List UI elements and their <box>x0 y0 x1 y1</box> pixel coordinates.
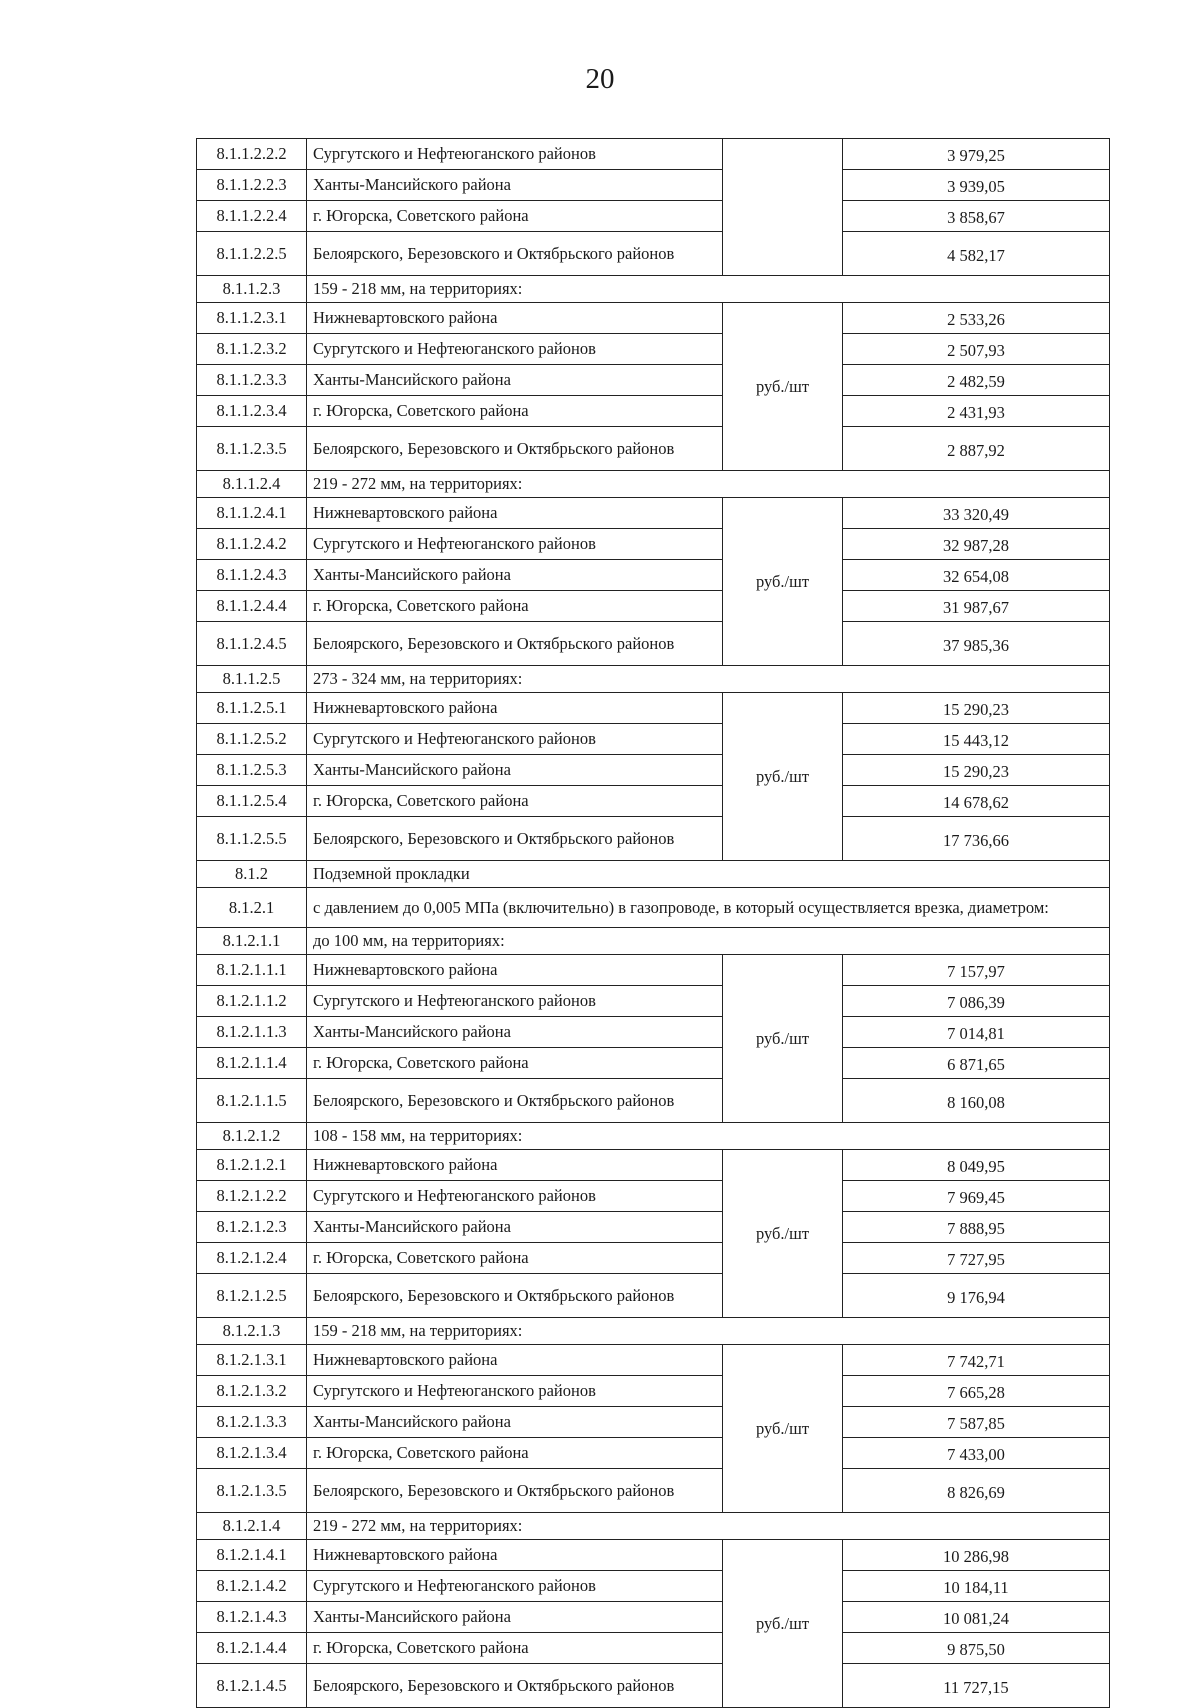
table-section-row <box>197 1318 1110 1345</box>
row-code: 8.1.2.1.4 <box>197 1513 307 1540</box>
table-row <box>197 955 1110 986</box>
row-code: 8.1.2.1.1.1 <box>197 955 307 986</box>
row-name: Белоярского, Березовского и Октябрьского районов <box>307 1079 723 1123</box>
section-heading: 108 - 158 мм, на территориях: <box>307 1123 1110 1150</box>
table-section-row <box>197 276 1110 303</box>
section-heading: до 100 мм, на территориях: <box>307 928 1110 955</box>
table-row <box>197 529 1110 560</box>
row-value: 15 443,12 <box>843 724 1110 755</box>
table-row <box>197 693 1110 724</box>
table-row <box>197 170 1110 201</box>
row-code: 8.1.1.2.5 <box>197 666 307 693</box>
row-name: г. Югорска, Советского района <box>307 591 723 622</box>
row-code: 8.1.1.2.5.4 <box>197 786 307 817</box>
table-row <box>197 334 1110 365</box>
table-row <box>197 1212 1110 1243</box>
row-value: 7 433,00 <box>843 1438 1110 1469</box>
row-name: Сургутского и Нефтеюганского районов <box>307 724 723 755</box>
section-heading: 219 - 272 мм, на территориях: <box>307 1513 1110 1540</box>
row-value: 2 482,59 <box>843 365 1110 396</box>
table-row <box>197 1602 1110 1633</box>
table-row <box>197 986 1110 1017</box>
table-row <box>197 591 1110 622</box>
row-code: 8.1.2.1.2.3 <box>197 1212 307 1243</box>
row-code: 8.1.1.2.2.2 <box>197 139 307 170</box>
table-section-row <box>197 888 1110 928</box>
row-name: Белоярского, Березовского и Октябрьского районов <box>307 1664 723 1708</box>
row-code: 8.1.1.2.4.3 <box>197 560 307 591</box>
section-heading: 159 - 218 мм, на территориях: <box>307 276 1110 303</box>
table-row <box>197 817 1110 861</box>
row-name: Нижневартовского района <box>307 303 723 334</box>
row-value: 9 875,50 <box>843 1633 1110 1664</box>
row-name: Ханты-Мансийского района <box>307 755 723 786</box>
row-value: 7 742,71 <box>843 1345 1110 1376</box>
table-row <box>197 427 1110 471</box>
table-row <box>197 1345 1110 1376</box>
table-row <box>197 1571 1110 1602</box>
tariff-table-container <box>196 138 1109 1708</box>
row-value: 7 014,81 <box>843 1017 1110 1048</box>
row-value: 7 665,28 <box>843 1376 1110 1407</box>
row-code: 8.1.2.1.3.5 <box>197 1469 307 1513</box>
table-row <box>197 755 1110 786</box>
row-code: 8.1.2.1.1.3 <box>197 1017 307 1048</box>
table-row <box>197 786 1110 817</box>
row-value: 11 727,15 <box>843 1664 1110 1708</box>
row-value: 15 290,23 <box>843 693 1110 724</box>
row-value: 14 678,62 <box>843 786 1110 817</box>
row-code: 8.1.1.2.5.2 <box>197 724 307 755</box>
table-row <box>197 1407 1110 1438</box>
row-value: 6 871,65 <box>843 1048 1110 1079</box>
row-name: г. Югорска, Советского района <box>307 1048 723 1079</box>
row-code: 8.1.1.2.4.4 <box>197 591 307 622</box>
row-code: 8.1.2.1.4.3 <box>197 1602 307 1633</box>
row-code: 8.1.2.1.3.4 <box>197 1438 307 1469</box>
row-value: 3 858,67 <box>843 201 1110 232</box>
row-code: 8.1.1.2.3.3 <box>197 365 307 396</box>
row-code: 8.1.2.1.2.1 <box>197 1150 307 1181</box>
table-row <box>197 1243 1110 1274</box>
table-row <box>197 1469 1110 1513</box>
row-code: 8.1.1.2.3 <box>197 276 307 303</box>
table-row <box>197 1376 1110 1407</box>
row-name: Ханты-Мансийского района <box>307 560 723 591</box>
row-value: 2 533,26 <box>843 303 1110 334</box>
table-row <box>197 1633 1110 1664</box>
section-heading: 159 - 218 мм, на территориях: <box>307 1318 1110 1345</box>
row-code: 8.1.2.1.2.4 <box>197 1243 307 1274</box>
row-value: 7 157,97 <box>843 955 1110 986</box>
table-row <box>197 303 1110 334</box>
row-value: 4 582,17 <box>843 232 1110 276</box>
row-value: 3 939,05 <box>843 170 1110 201</box>
row-value: 8 160,08 <box>843 1079 1110 1123</box>
row-code: 8.1.2.1.1 <box>197 928 307 955</box>
table-row <box>197 1438 1110 1469</box>
row-name: г. Югорска, Советского района <box>307 1438 723 1469</box>
row-name: Белоярского, Березовского и Октябрьского районов <box>307 1469 723 1513</box>
table-section-row <box>197 471 1110 498</box>
row-code: 8.1.2.1.3.1 <box>197 1345 307 1376</box>
table-section-row <box>197 928 1110 955</box>
row-code: 8.1.2.1.4.4 <box>197 1633 307 1664</box>
unit-cell: руб./шт <box>723 1345 843 1513</box>
row-name: Нижневартовского района <box>307 693 723 724</box>
table-row <box>197 498 1110 529</box>
table-row <box>197 622 1110 666</box>
row-code: 8.1.1.2.3.2 <box>197 334 307 365</box>
row-name: Ханты-Мансийского района <box>307 1017 723 1048</box>
row-name: Сургутского и Нефтеюганского районов <box>307 139 723 170</box>
row-code: 8.1.2.1.4.1 <box>197 1540 307 1571</box>
unit-cell: руб./шт <box>723 693 843 861</box>
row-name: Ханты-Мансийского района <box>307 1602 723 1633</box>
row-code: 8.1.1.2.2.4 <box>197 201 307 232</box>
row-name: Сургутского и Нефтеюганского районов <box>307 334 723 365</box>
section-heading: 219 - 272 мм, на территориях: <box>307 471 1110 498</box>
row-code: 8.1.2.1.4.5 <box>197 1664 307 1708</box>
row-code: 8.1.1.2.4.1 <box>197 498 307 529</box>
row-code: 8.1.1.2.2.3 <box>197 170 307 201</box>
section-heading: с давлением до 0,005 МПа (включительно) в газопроводе, в который осуществляется врезка, диаметром: <box>307 888 1110 928</box>
row-value: 2 507,93 <box>843 334 1110 365</box>
row-name: Сургутского и Нефтеюганского районов <box>307 1571 723 1602</box>
row-name: Ханты-Мансийского района <box>307 1212 723 1243</box>
row-code: 8.1.2.1.2.2 <box>197 1181 307 1212</box>
table-row <box>197 232 1110 276</box>
unit-cell: руб./шт <box>723 498 843 666</box>
row-value: 32 654,08 <box>843 560 1110 591</box>
row-name: Сургутского и Нефтеюганского районов <box>307 529 723 560</box>
row-name: Нижневартовского района <box>307 1540 723 1571</box>
row-code: 8.1.2.1.4.2 <box>197 1571 307 1602</box>
row-code: 8.1.1.2.3.4 <box>197 396 307 427</box>
table-row <box>197 201 1110 232</box>
row-name: Ханты-Мансийского района <box>307 1407 723 1438</box>
row-code: 8.1.1.2.2.5 <box>197 232 307 276</box>
row-name: Белоярского, Березовского и Октябрьского районов <box>307 817 723 861</box>
row-name: г. Югорска, Советского района <box>307 1243 723 1274</box>
table-row <box>197 1017 1110 1048</box>
row-value: 17 736,66 <box>843 817 1110 861</box>
row-value: 3 979,25 <box>843 139 1110 170</box>
row-code: 8.1.1.2.4.2 <box>197 529 307 560</box>
row-code: 8.1.1.2.3.5 <box>197 427 307 471</box>
unit-cell: руб./шт <box>723 955 843 1123</box>
unit-cell <box>723 139 843 276</box>
row-code: 8.1.1.2.4 <box>197 471 307 498</box>
row-code: 8.1.2.1.2.5 <box>197 1274 307 1318</box>
row-name: Нижневартовского района <box>307 498 723 529</box>
table-row <box>197 724 1110 755</box>
row-value: 8 826,69 <box>843 1469 1110 1513</box>
row-name: Сургутского и Нефтеюганского районов <box>307 1376 723 1407</box>
row-code: 8.1.2.1.1.5 <box>197 1079 307 1123</box>
row-name: Сургутского и Нефтеюганского районов <box>307 986 723 1017</box>
table-row <box>197 365 1110 396</box>
table-section-row <box>197 666 1110 693</box>
unit-cell: руб./шт <box>723 1150 843 1318</box>
row-code: 8.1.2.1 <box>197 888 307 928</box>
row-name: г. Югорска, Советского района <box>307 1633 723 1664</box>
row-code: 8.1.1.2.5.3 <box>197 755 307 786</box>
row-value: 7 727,95 <box>843 1243 1110 1274</box>
row-value: 7 888,95 <box>843 1212 1110 1243</box>
row-code: 8.1.1.2.5.1 <box>197 693 307 724</box>
page-number: 20 <box>585 63 615 95</box>
row-value: 10 184,11 <box>843 1571 1110 1602</box>
table-row <box>197 1079 1110 1123</box>
table-row <box>197 396 1110 427</box>
table-row <box>197 1540 1110 1571</box>
row-value: 7 969,45 <box>843 1181 1110 1212</box>
row-name: Нижневартовского района <box>307 1345 723 1376</box>
row-name: г. Югорска, Советского района <box>307 396 723 427</box>
row-value: 33 320,49 <box>843 498 1110 529</box>
row-name: г. Югорска, Советского района <box>307 201 723 232</box>
row-name: Нижневартовского района <box>307 955 723 986</box>
table-section-row <box>197 1513 1110 1540</box>
row-name: Белоярского, Березовского и Октябрьского районов <box>307 232 723 276</box>
unit-cell: руб./шт <box>723 303 843 471</box>
row-code: 8.1.2.1.3.2 <box>197 1376 307 1407</box>
table-row <box>197 1181 1110 1212</box>
row-code: 8.1.2.1.1.2 <box>197 986 307 1017</box>
table-section-row <box>197 1123 1110 1150</box>
row-code: 8.1.1.2.5.5 <box>197 817 307 861</box>
section-heading: 273 - 324 мм, на территориях: <box>307 666 1110 693</box>
row-value: 8 049,95 <box>843 1150 1110 1181</box>
row-code: 8.1.1.2.4.5 <box>197 622 307 666</box>
row-value: 32 987,28 <box>843 529 1110 560</box>
table-row <box>197 1048 1110 1079</box>
row-name: Белоярского, Березовского и Октябрьского районов <box>307 427 723 471</box>
table-row <box>197 560 1110 591</box>
row-value: 7 587,85 <box>843 1407 1110 1438</box>
section-heading: Подземной прокладки <box>307 861 1110 888</box>
row-value: 15 290,23 <box>843 755 1110 786</box>
tariff-table <box>196 138 1110 1708</box>
row-value: 2 431,93 <box>843 396 1110 427</box>
table-row <box>197 1150 1110 1181</box>
row-name: Ханты-Мансийского района <box>307 365 723 396</box>
row-name: Сургутского и Нефтеюганского районов <box>307 1181 723 1212</box>
row-value: 9 176,94 <box>843 1274 1110 1318</box>
row-value: 2 887,92 <box>843 427 1110 471</box>
row-code: 8.1.2 <box>197 861 307 888</box>
row-value: 10 081,24 <box>843 1602 1110 1633</box>
row-name: г. Югорска, Советского района <box>307 786 723 817</box>
row-code: 8.1.2.1.3.3 <box>197 1407 307 1438</box>
row-value: 7 086,39 <box>843 986 1110 1017</box>
row-value: 10 286,98 <box>843 1540 1110 1571</box>
table-section-row <box>197 861 1110 888</box>
table-row <box>197 139 1110 170</box>
row-name: Нижневартовского района <box>307 1150 723 1181</box>
row-code: 8.1.2.1.3 <box>197 1318 307 1345</box>
row-name: Белоярского, Березовского и Октябрьского районов <box>307 1274 723 1318</box>
row-value: 37 985,36 <box>843 622 1110 666</box>
row-name: Ханты-Мансийского района <box>307 170 723 201</box>
row-value: 31 987,67 <box>843 591 1110 622</box>
row-name: Белоярского, Березовского и Октябрьского районов <box>307 622 723 666</box>
row-code: 8.1.2.1.2 <box>197 1123 307 1150</box>
row-code: 8.1.2.1.1.4 <box>197 1048 307 1079</box>
table-row <box>197 1274 1110 1318</box>
unit-cell: руб./шт <box>723 1540 843 1708</box>
row-code: 8.1.1.2.3.1 <box>197 303 307 334</box>
